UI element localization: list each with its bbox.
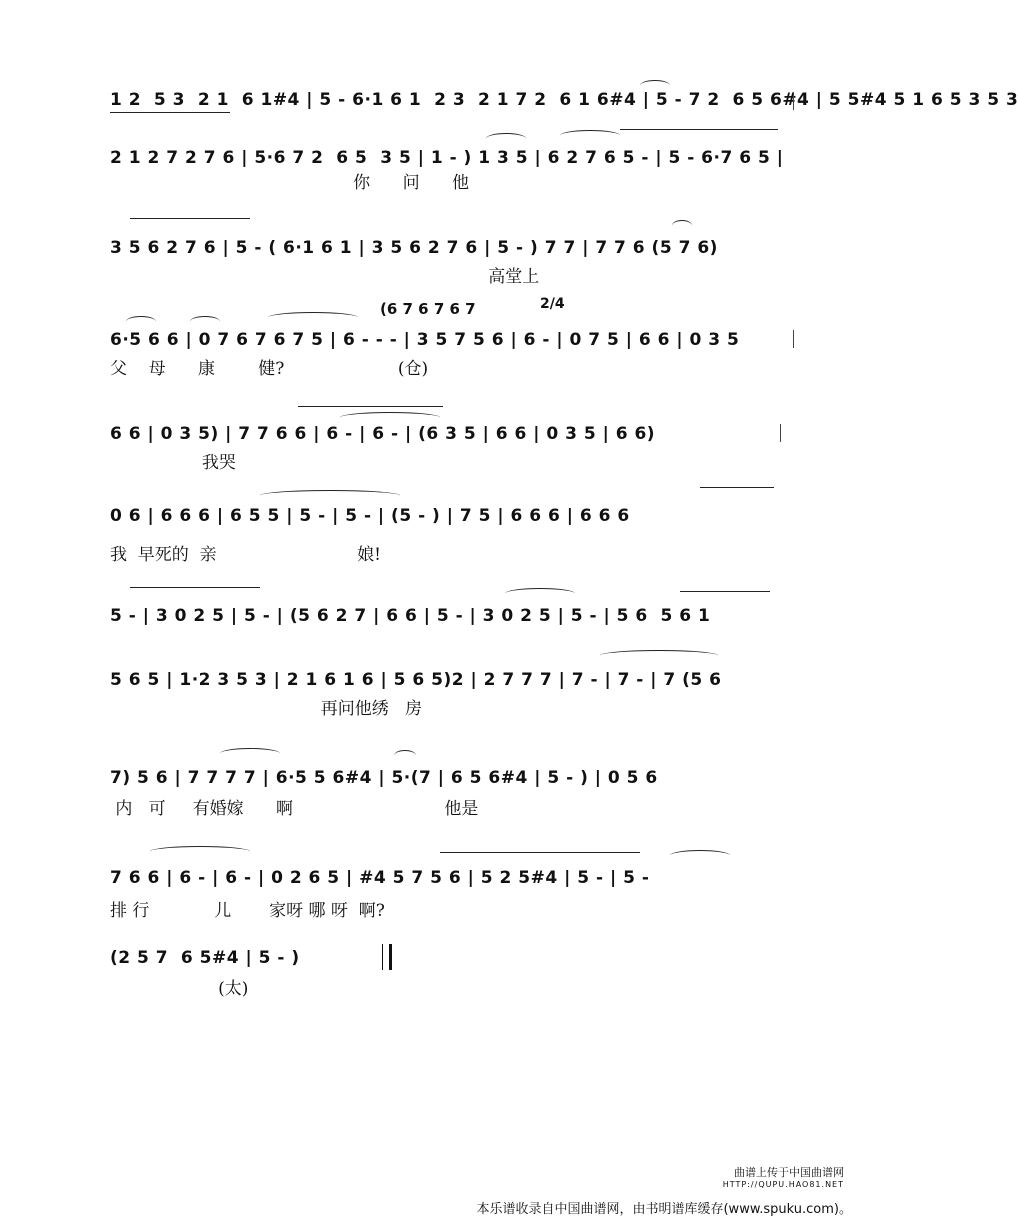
lyrics-line: 你 问 他: [110, 173, 470, 193]
notation-line: 7) 5 6 | 7 7 7 7 | 6·5 5 6#4 | 5·(7 | 6 5 6#4 | 5 - ) | 0 5 6: [110, 768, 658, 788]
margin-mark: [793, 92, 794, 110]
lyrics-line: 排 行 儿 家呀 哪 呀 啊?: [110, 901, 385, 921]
slur: [560, 130, 620, 141]
slur: [670, 850, 730, 861]
slur: [268, 312, 358, 323]
slur: [600, 650, 718, 661]
margin-mark: [793, 330, 794, 348]
interjection-note-group: (6 7 6 7 6 7: [380, 300, 476, 318]
footer-source-line: 曲谱上传于中国曲谱网: [734, 1166, 844, 1179]
final-barline: [382, 944, 392, 970]
slur: [126, 316, 156, 327]
notation-line: 3 5 6 2 7 6 | 5 - ( 6·1 6 1 | 3 5 6 2 7 6 | 5 - ) 7 7 | 7 7 6 (5 7 6): [110, 238, 718, 258]
notation-line: (2 5 7 6 5#4 | 5 - ): [110, 948, 300, 968]
slur: [340, 412, 440, 423]
lyrics-line: 高堂上: [110, 267, 540, 287]
lyrics-line: 我 早死的 亲 娘!: [110, 545, 381, 565]
slur: [394, 750, 416, 761]
slur: [220, 748, 280, 759]
slur: [672, 220, 692, 231]
time-signature: 2/4: [540, 296, 565, 312]
lyrics-line: 父 母 康 健? (仓): [110, 359, 429, 379]
beam: [680, 591, 770, 592]
slur: [150, 846, 250, 857]
slur: [260, 490, 400, 501]
beam: [620, 129, 778, 130]
slur: [190, 316, 220, 327]
footer-cache-line: 本乐谱收录自中国曲谱网，由书明谱库缓存(www.spuku.com)。: [476, 1202, 852, 1217]
beam: [130, 587, 260, 588]
notation-line: 6 6 | 0 3 5) | 7 7 6 6 | 6 - | 6 - | (6 3 5 | 6 6 | 0 3 5 | 6 6): [110, 424, 656, 444]
lyrics-line: 再问他绣 房: [110, 699, 422, 719]
lyrics-line: (太): [110, 979, 249, 999]
slur: [640, 80, 670, 91]
lyrics-line: 我哭: [110, 453, 236, 473]
beam: [440, 852, 640, 853]
notation-line: 1 2 5 3 2 1 6 1#4 | 5 - 6·1 6 1 2 3 2 1 7 2 6 1 6#4 | 5 - 7 2 6 5 6#4 | 5 5#4 5 1 6 5 3 5 3: [110, 90, 1018, 110]
notation-line: 5 6 5 | 1·2 3 5 3 | 2 1 6 1 6 | 5 6 5)2 | 2 7 7 7 | 7 - | 7 - | 7 (5 6: [110, 670, 722, 690]
notation-line: 7 6 6 | 6 - | 6 - | 0 2 6 5 | #4 5 7 5 6 | 5 2 5#4 | 5 - | 5 -: [110, 868, 650, 888]
slur: [486, 133, 526, 144]
notation-line: 6·5 6 6 | 0 7 6 7 6 7 5 | 6 - - - | 3 5 7 5 6 | 6 - | 0 7 5 | 6 6 | 0 3 5: [110, 330, 740, 350]
footer-url-line: HTTP://QUPU.HAO81.NET: [722, 1180, 844, 1189]
beam: [700, 487, 774, 488]
slur: [505, 588, 575, 599]
beam: [298, 406, 443, 407]
beam: [110, 112, 230, 113]
margin-mark: [780, 424, 781, 442]
notation-line: 5 - | 3 0 2 5 | 5 - | (5 6 2 7 | 6 6 | 5 - | 3 0 2 5 | 5 - | 5 6 5 6 1: [110, 606, 711, 626]
beam: [130, 218, 250, 219]
notation-line: 2 1 2 7 2 7 6 | 5·6 7 2 6 5 3 5 | 1 - ) 1 3 5 | 6 2 7 6 5 - | 5 - 6·7 6 5 |: [110, 148, 784, 168]
lyrics-line: 内 可 有婚嫁 啊 他是: [110, 799, 479, 819]
notation-line: 0 6 | 6 6 6 | 6 5 5 | 5 - | 5 - | (5 - ) | 7 5 | 6 6 6 | 6 6 6: [110, 506, 630, 526]
